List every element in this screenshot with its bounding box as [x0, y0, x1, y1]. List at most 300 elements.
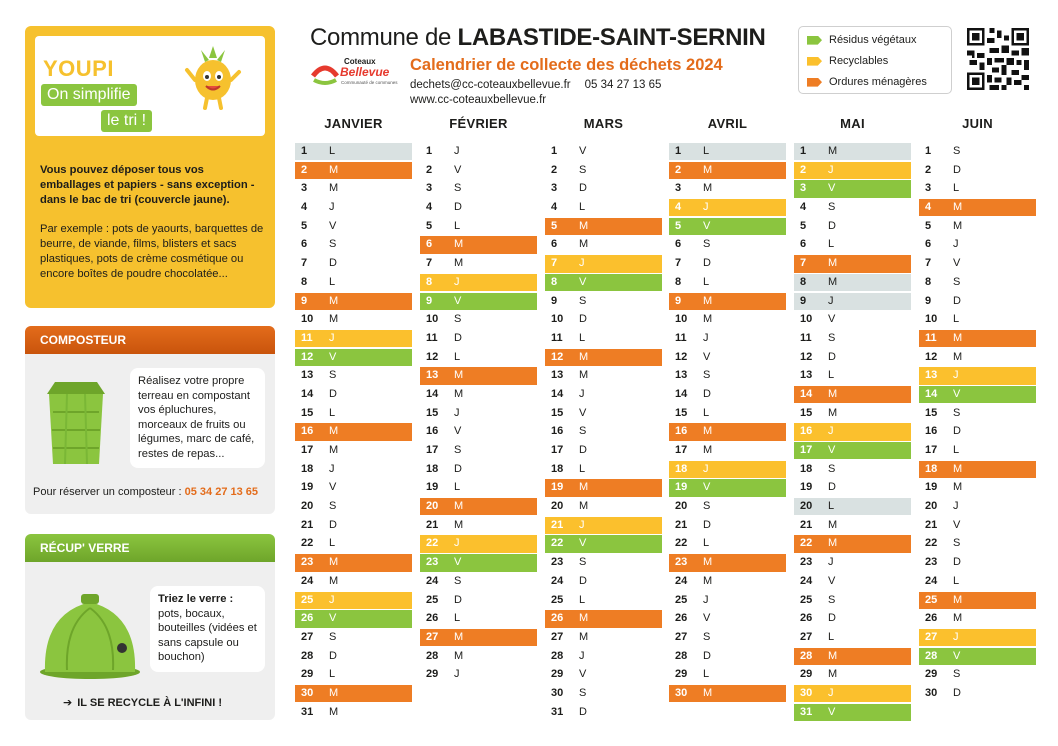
day-row — [295, 349, 412, 366]
day-row — [669, 461, 786, 478]
logo-line-1: Coteaux — [344, 57, 376, 66]
day-number: 4 — [301, 201, 308, 214]
day-number: 27 — [925, 630, 938, 643]
day-letter: M — [703, 182, 713, 195]
day-number: 28 — [675, 649, 688, 662]
day-letter: S — [579, 294, 587, 307]
day-number: 15 — [800, 406, 813, 419]
day-row — [420, 517, 537, 534]
day-row — [545, 610, 662, 627]
month-column — [794, 114, 911, 722]
day-number: 15 — [426, 406, 439, 419]
day-number: 13 — [301, 369, 314, 382]
day-row — [420, 199, 537, 216]
day-row — [545, 162, 662, 179]
day-row — [669, 311, 786, 328]
day-number: 21 — [426, 518, 439, 531]
day-row — [545, 143, 662, 160]
day-number: 23 — [800, 556, 813, 569]
day-number: 16 — [675, 425, 688, 438]
contact-phone[interactable]: 05 34 27 13 65 — [584, 79, 662, 91]
day-row — [420, 573, 537, 590]
day-row — [919, 517, 1036, 534]
day-number: 8 — [551, 275, 558, 288]
day-number: 14 — [551, 387, 564, 400]
day-letter: M — [579, 500, 589, 513]
day-letter: L — [329, 537, 336, 550]
day-number: 7 — [551, 257, 558, 270]
day-letter: M — [454, 387, 464, 400]
day-row — [420, 479, 537, 496]
day-row — [794, 610, 911, 627]
day-row — [919, 349, 1036, 366]
day-row — [295, 666, 412, 683]
day-letter: S — [454, 182, 462, 195]
day-letter: M — [329, 705, 339, 718]
day-letter: D — [828, 219, 836, 232]
day-letter: V — [329, 481, 337, 494]
day-letter: J — [454, 275, 460, 288]
day-number: 28 — [301, 649, 314, 662]
day-number: 26 — [925, 612, 938, 625]
logo-tagline: Communauté de communes — [341, 80, 398, 85]
day-letter: V — [703, 612, 711, 625]
day-letter: M — [703, 574, 713, 587]
day-number: 19 — [551, 481, 564, 494]
day-number: 10 — [800, 313, 813, 326]
day-row — [545, 648, 662, 665]
day-number: 9 — [551, 294, 558, 307]
verre-card — [25, 534, 275, 720]
day-number: 3 — [675, 182, 682, 195]
day-number: 17 — [925, 444, 938, 456]
day-letter: M — [703, 294, 713, 307]
legend — [798, 26, 952, 94]
day-letter: L — [703, 145, 710, 157]
day-letter: L — [329, 145, 336, 157]
day-letter: D — [828, 481, 836, 494]
day-row — [545, 367, 662, 384]
day-number: 26 — [800, 612, 813, 625]
day-row — [295, 423, 412, 440]
day-row — [420, 236, 537, 253]
day-row — [545, 666, 662, 683]
day-number: 7 — [301, 257, 308, 270]
day-row — [919, 535, 1036, 552]
day-number: 16 — [301, 425, 314, 438]
day-letter: M — [579, 612, 589, 625]
calendar-subtitle: Calendrier de collecte des déchets 2024 — [410, 56, 723, 74]
day-row — [545, 685, 662, 702]
day-row — [420, 405, 537, 422]
day-number: 12 — [925, 350, 938, 363]
day-row — [545, 461, 662, 478]
day-letter: J — [454, 537, 460, 550]
day-row — [794, 236, 911, 253]
day-number: 27 — [551, 630, 564, 643]
composteur-text: Réalisez votre propre terreau en compostant vos épluchures, morceaux de fruits ou légumes, marc de café, restes de repas... — [130, 368, 265, 468]
day-row — [919, 685, 1036, 702]
day-letter: V — [454, 556, 462, 569]
day-letter: M — [454, 518, 464, 531]
day-number: 20 — [551, 500, 564, 513]
day-row — [669, 386, 786, 403]
day-number: 23 — [426, 556, 439, 569]
day-number: 20 — [301, 500, 314, 513]
day-row — [420, 143, 537, 160]
day-row — [545, 479, 662, 496]
day-number: 7 — [925, 257, 932, 270]
day-letter: D — [579, 313, 587, 326]
day-letter: M — [454, 500, 464, 513]
day-letter: L — [579, 331, 586, 344]
day-number: 19 — [301, 481, 314, 494]
day-row — [794, 461, 911, 478]
day-row — [919, 573, 1036, 590]
day-letter: S — [329, 630, 337, 643]
day-list — [295, 143, 412, 721]
day-letter: V — [454, 163, 462, 176]
day-row — [420, 180, 537, 197]
day-row — [794, 573, 911, 590]
day-letter: M — [454, 649, 464, 662]
day-row — [545, 274, 662, 291]
day-letter: L — [579, 593, 586, 606]
day-letter: M — [703, 163, 713, 176]
day-number: 5 — [301, 219, 308, 232]
coteaux-bellevue-logo — [310, 56, 402, 88]
day-number: 6 — [301, 238, 308, 251]
day-letter: M — [579, 630, 589, 643]
day-letter: M — [953, 219, 963, 232]
arrow-icon: ➔ — [63, 697, 73, 709]
day-number: 4 — [800, 201, 807, 214]
day-letter: M — [579, 219, 589, 232]
day-row — [919, 479, 1036, 496]
day-row — [295, 685, 412, 702]
day-row — [919, 610, 1036, 627]
day-number: 2 — [551, 163, 558, 176]
day-number: 1 — [675, 145, 682, 157]
day-number: 29 — [675, 668, 688, 681]
day-number: 23 — [551, 556, 564, 569]
day-letter: L — [828, 500, 835, 513]
day-number: 31 — [301, 705, 314, 718]
day-row — [545, 330, 662, 347]
day-letter: V — [579, 668, 587, 681]
day-number: 17 — [551, 444, 564, 456]
day-number: 16 — [426, 425, 439, 438]
day-row — [669, 367, 786, 384]
day-row — [669, 274, 786, 291]
day-row — [420, 498, 537, 515]
day-number: 28 — [551, 649, 564, 662]
day-row — [794, 685, 911, 702]
day-number: 11 — [925, 331, 937, 344]
day-letter: M — [329, 444, 339, 456]
day-letter: D — [329, 257, 337, 270]
month-name: AVRIL — [707, 116, 748, 131]
day-number: 8 — [800, 275, 807, 288]
day-number: 10 — [301, 313, 314, 326]
day-letter: M — [828, 387, 838, 400]
day-letter: L — [329, 668, 336, 681]
legend-label: Ordures ménagères — [829, 76, 927, 88]
day-number: 3 — [925, 182, 932, 195]
day-letter: D — [703, 257, 711, 270]
day-letter: D — [454, 331, 462, 344]
day-number: 1 — [925, 145, 932, 157]
day-number: 12 — [675, 350, 688, 363]
day-row — [295, 236, 412, 253]
day-letter: J — [828, 686, 834, 699]
day-row — [545, 442, 662, 459]
day-number: 8 — [301, 275, 308, 288]
day-row — [669, 218, 786, 235]
page-title — [310, 24, 766, 52]
composteur-card — [25, 326, 275, 514]
day-row — [669, 479, 786, 496]
day-number: 6 — [675, 238, 682, 251]
day-row — [794, 180, 911, 197]
day-row — [919, 442, 1036, 459]
day-letter: V — [454, 294, 462, 307]
day-row — [295, 498, 412, 515]
day-number: 4 — [925, 201, 932, 214]
day-row — [295, 517, 412, 534]
day-row — [919, 330, 1036, 347]
day-number: 9 — [925, 294, 932, 307]
day-letter: L — [454, 219, 461, 232]
day-number: 13 — [800, 369, 813, 382]
month-column — [420, 114, 537, 685]
mascot-icon — [183, 42, 243, 112]
day-number: 3 — [426, 182, 433, 195]
day-letter: J — [703, 593, 709, 606]
day-row — [545, 293, 662, 310]
day-number: 25 — [551, 593, 564, 606]
day-letter: S — [828, 331, 836, 344]
day-letter: D — [828, 612, 836, 625]
day-letter: M — [828, 145, 838, 157]
day-row — [669, 685, 786, 702]
day-letter: S — [703, 238, 711, 251]
day-row — [295, 218, 412, 235]
contact-email[interactable]: dechets@cc-coteauxbellevue.fr — [410, 79, 571, 91]
day-row — [919, 405, 1036, 422]
day-number: 11 — [301, 331, 313, 344]
day-row — [669, 442, 786, 459]
day-row — [669, 255, 786, 272]
day-number: 12 — [426, 350, 439, 363]
day-letter: V — [329, 350, 337, 363]
day-row — [420, 274, 537, 291]
legend-item-recyclables — [807, 55, 888, 67]
day-row — [669, 162, 786, 179]
day-letter: V — [329, 219, 337, 232]
day-row — [420, 461, 537, 478]
day-row — [794, 704, 911, 721]
day-number: 14 — [925, 387, 938, 400]
day-letter: S — [579, 163, 587, 176]
day-number: 2 — [675, 163, 682, 176]
composteur-phone[interactable]: 05 34 27 13 65 — [184, 486, 259, 498]
day-letter: M — [329, 294, 339, 307]
day-letter: D — [703, 387, 711, 400]
day-letter: M — [703, 313, 713, 326]
day-letter: M — [953, 331, 963, 344]
day-number: 26 — [675, 612, 688, 625]
day-row — [420, 311, 537, 328]
day-row — [420, 330, 537, 347]
day-letter: D — [953, 556, 961, 569]
day-row — [295, 274, 412, 291]
day-letter: M — [953, 462, 963, 475]
day-row — [669, 610, 786, 627]
day-row — [545, 236, 662, 253]
day-row — [545, 573, 662, 590]
day-number: 21 — [551, 518, 564, 531]
day-letter: L — [454, 350, 461, 363]
commune-prefix: Commune de — [310, 24, 458, 51]
day-letter: J — [329, 462, 335, 475]
contact-website[interactable]: www.cc-coteauxbellevue.fr — [410, 94, 547, 106]
day-letter: V — [953, 257, 961, 270]
day-number: 22 — [675, 537, 688, 550]
day-row — [545, 386, 662, 403]
day-letter: D — [454, 593, 462, 606]
day-row — [794, 648, 911, 665]
day-letter: J — [828, 556, 834, 569]
day-number: 24 — [301, 574, 314, 587]
legend-label: Résidus végétaux — [829, 34, 917, 46]
day-row — [545, 218, 662, 235]
day-number: 24 — [675, 574, 688, 587]
day-number: 14 — [426, 387, 439, 400]
day-row — [669, 349, 786, 366]
day-row — [794, 143, 911, 160]
day-row — [919, 648, 1036, 665]
day-row — [420, 666, 537, 683]
day-number: 30 — [301, 686, 314, 699]
day-letter: S — [579, 686, 587, 699]
day-number: 29 — [301, 668, 314, 681]
day-letter: V — [828, 313, 836, 326]
day-letter: J — [579, 257, 585, 270]
day-letter: M — [828, 406, 838, 419]
day-row — [794, 592, 911, 609]
day-number: 6 — [426, 238, 433, 251]
day-row — [669, 236, 786, 253]
day-number: 10 — [551, 313, 564, 326]
day-letter: L — [579, 201, 586, 214]
day-number: 23 — [301, 556, 314, 569]
day-row — [545, 405, 662, 422]
day-number: 22 — [301, 537, 314, 550]
day-number: 8 — [925, 275, 932, 288]
day-number: 29 — [800, 668, 813, 681]
day-letter: L — [329, 406, 336, 419]
day-row — [794, 293, 911, 310]
day-row — [295, 461, 412, 478]
day-letter: J — [579, 649, 585, 662]
day-row — [794, 199, 911, 216]
day-letter: L — [953, 574, 960, 587]
day-letter: V — [828, 444, 836, 456]
youpi-banner — [35, 36, 265, 136]
logo-icon — [310, 58, 340, 88]
day-letter: J — [703, 331, 709, 344]
day-row — [545, 498, 662, 515]
day-row — [794, 274, 911, 291]
day-number: 13 — [925, 369, 938, 382]
day-row — [794, 423, 911, 440]
green-arrow-icon — [807, 36, 822, 45]
day-number: 3 — [551, 182, 558, 195]
day-number: 7 — [800, 257, 807, 270]
day-row — [919, 461, 1036, 478]
day-row — [919, 255, 1036, 272]
day-number: 30 — [551, 686, 564, 699]
day-letter: S — [579, 556, 587, 569]
day-row — [669, 573, 786, 590]
day-row — [295, 554, 412, 571]
day-row — [669, 405, 786, 422]
day-number: 1 — [426, 145, 433, 157]
day-row — [420, 255, 537, 272]
day-letter: M — [329, 556, 339, 569]
qr-code-icon[interactable] — [967, 28, 1029, 90]
day-letter: V — [454, 425, 462, 438]
day-row — [669, 498, 786, 515]
day-row — [919, 666, 1036, 683]
day-number: 19 — [925, 481, 938, 494]
day-letter: J — [953, 630, 959, 643]
day-letter: M — [828, 537, 838, 550]
day-letter: S — [454, 313, 462, 326]
day-letter: M — [454, 238, 464, 251]
day-row — [919, 162, 1036, 179]
day-number: 7 — [426, 257, 433, 270]
day-letter: V — [953, 649, 961, 662]
day-letter: M — [579, 350, 589, 363]
day-number: 26 — [426, 612, 439, 625]
day-row — [919, 180, 1036, 197]
day-row — [545, 517, 662, 534]
legend-item-ordures — [807, 76, 927, 88]
day-number: 25 — [675, 593, 688, 606]
day-row — [669, 517, 786, 534]
month-column — [919, 114, 1036, 704]
day-number: 26 — [551, 612, 564, 625]
day-number: 10 — [675, 313, 688, 326]
day-row — [919, 143, 1036, 160]
day-row — [545, 554, 662, 571]
commune-name: LABASTIDE-SAINT-SERNIN — [457, 24, 766, 51]
day-letter: D — [329, 518, 337, 531]
day-row — [295, 535, 412, 552]
day-row — [420, 386, 537, 403]
day-number: 25 — [301, 593, 314, 606]
day-row — [295, 386, 412, 403]
day-letter: V — [703, 219, 711, 232]
day-number: 24 — [800, 574, 813, 587]
day-row — [919, 199, 1036, 216]
day-number: 21 — [800, 518, 813, 531]
day-row — [919, 367, 1036, 384]
day-number: 29 — [925, 668, 938, 681]
day-letter: S — [454, 574, 462, 587]
